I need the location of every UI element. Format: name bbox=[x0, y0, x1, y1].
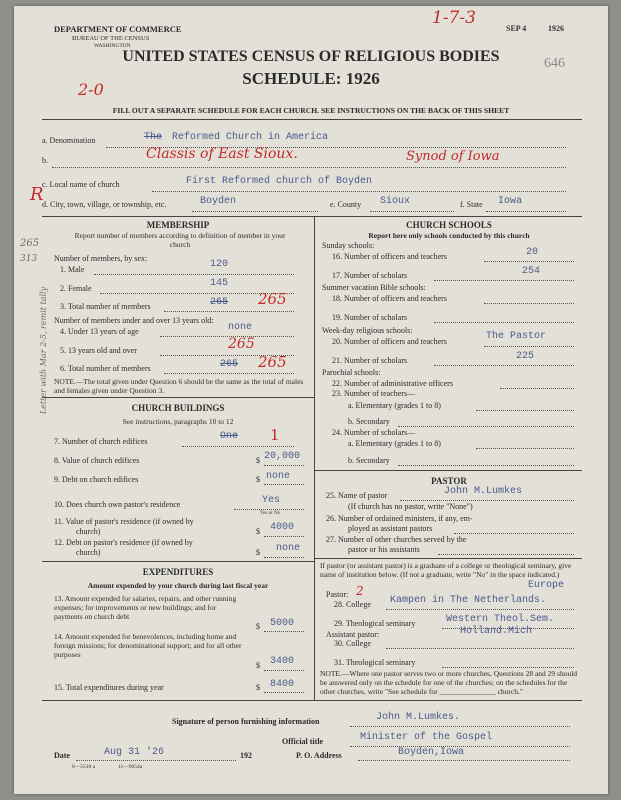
q23-label: 23. Number of teachers— bbox=[332, 389, 416, 398]
q23a-label: a. Elementary (grades 1 to 8) bbox=[348, 401, 441, 410]
graduate-note: If pastor (or assistant pastor) is a graduate of a college or theological seminary, give name of institution below. (If not a graduate, write "No" in the space indicated.) bbox=[320, 561, 572, 579]
q9-dollar: $ bbox=[256, 475, 260, 484]
denomination-value: Reformed Church in America bbox=[172, 132, 329, 143]
city-value: Boyden bbox=[200, 196, 237, 207]
buildings-sub: See instructions, paragraphs 10 to 12 bbox=[122, 417, 234, 426]
q2-label: 2. Female bbox=[60, 284, 92, 293]
address-value: Boyden,Iowa bbox=[398, 747, 465, 758]
q6-label: 6. Total number of members bbox=[60, 364, 151, 373]
q8-label: 8. Value of church edifices bbox=[54, 456, 140, 465]
total6-struck: 265 bbox=[220, 359, 239, 370]
title-label: Official title bbox=[282, 737, 324, 746]
sunday-label: Sunday schools: bbox=[322, 241, 375, 250]
city-label-d: d. City, town, village, or township, etc. bbox=[42, 200, 167, 209]
synod-value: Synod of Iowa bbox=[406, 149, 500, 164]
q20-label: 20. Number of officers and teachers bbox=[332, 337, 447, 346]
code-left: 2-0 bbox=[78, 80, 104, 99]
edifice-debt: none bbox=[266, 471, 291, 482]
signature-label: Signature of person furnishing information bbox=[172, 717, 320, 726]
q5-label: 5. 13 years old and over bbox=[60, 346, 137, 355]
denomination-label: a. Denomination bbox=[42, 136, 96, 145]
q29-label: 29. Theological seminary bbox=[334, 619, 416, 628]
schools-heading: CHURCH SCHOOLS bbox=[406, 220, 492, 230]
q30-label: 30. College bbox=[334, 639, 371, 648]
form-title: UNITED STATES CENSUS OF RELIGIOUS BODIES bbox=[122, 48, 500, 65]
q10-label: 10. Does church own pastor's residence bbox=[54, 500, 181, 509]
pastor-heading: PASTOR bbox=[431, 476, 467, 486]
local-name-value: First Reformed church of Boyden bbox=[186, 176, 373, 187]
q12-label-b: church) bbox=[76, 548, 101, 557]
q4-label: 4. Under 13 years of age bbox=[60, 327, 139, 336]
county-label: e. County bbox=[330, 200, 362, 209]
q8-dollar: $ bbox=[256, 456, 260, 465]
census-schedule-sheet bbox=[14, 6, 608, 794]
margin-num2: 313 bbox=[20, 254, 38, 264]
classis-value: Classis of East Sioux. bbox=[146, 146, 298, 162]
pastor-name: John M.Lumkes bbox=[444, 486, 523, 497]
total-struck: 265 bbox=[210, 297, 229, 308]
date-label: Date bbox=[54, 751, 70, 760]
residence-value: Yes bbox=[262, 495, 281, 506]
parochial-label: Parochial schools: bbox=[322, 368, 381, 377]
state-value: Iowa bbox=[498, 196, 523, 207]
local-name-label: c. Local name of church bbox=[42, 180, 120, 189]
county-value: Sioux bbox=[380, 196, 411, 207]
buildings-heading: CHURCH BUILDINGS bbox=[131, 403, 225, 413]
expenditure-total: 8400 bbox=[270, 679, 295, 690]
membership-heading: MEMBERSHIP bbox=[146, 220, 210, 230]
pastor-note: NOTE.—Where one pastor serves two or more churches, Questions 28 and 29 should be answered only on the schedule for one of the churches; on the schedules for the other churches, write "See schedule for _______________ church." bbox=[320, 669, 578, 696]
q15-label: 15. Total expenditures during year bbox=[54, 683, 164, 692]
europe-note: Europe bbox=[528, 580, 565, 591]
city-label: WASHINGTON bbox=[94, 43, 131, 49]
q23b-label: b. Secondary bbox=[348, 417, 390, 426]
q3-label: 3. Total number of members bbox=[60, 302, 151, 311]
schools-sub: Report here only schools conducted by this church bbox=[368, 231, 530, 240]
code-top: 1-7-3 bbox=[432, 8, 476, 28]
q11-dollar: $ bbox=[256, 527, 260, 536]
q19-label: 19. Number of scholars bbox=[332, 313, 408, 322]
stamp-date: SEP 4 bbox=[506, 24, 527, 33]
benevolence-value: 3400 bbox=[270, 656, 295, 667]
instruction-line: FILL OUT A SEPARATE SCHEDULE FOR EACH CHURCH. SEE INSTRUCTIONS ON THE BACK OF THIS SHEET bbox=[112, 106, 510, 115]
po-label: P. O. Address bbox=[296, 751, 342, 760]
print-number: 11—9054a bbox=[118, 764, 143, 770]
yes-no-caption: Yes or No bbox=[260, 511, 281, 516]
res-value: 4000 bbox=[270, 522, 295, 533]
summer-label: Summer vacation Bible schools: bbox=[322, 283, 426, 292]
q1-label: 1. Male bbox=[60, 265, 85, 274]
seminary-city: Holland.Mich bbox=[460, 626, 533, 637]
denomination-struck: The bbox=[144, 132, 163, 143]
membership-note: NOTE.—The total given under Question 6 should be the same as the total of males and females given under Question 3. bbox=[54, 377, 304, 395]
margin-note: Letter with Mar 2-5, remit tally bbox=[39, 286, 49, 415]
signer-value: John M.Lumkes. bbox=[376, 712, 461, 723]
form-number: 8—5518 a bbox=[72, 764, 96, 770]
q26-label: 26. Number of ordained ministers, if any, em- bbox=[326, 514, 473, 523]
total-value: 265 bbox=[258, 290, 287, 308]
sunday-scholars: 254 bbox=[522, 266, 541, 277]
q28-label: 28. College bbox=[334, 600, 371, 609]
b-label: b. bbox=[42, 156, 48, 165]
q26-label-b: ployed as assistant pastors bbox=[348, 524, 433, 533]
seminary-value: Western Theol.Sem. bbox=[446, 614, 555, 625]
edifices-value: 1 bbox=[270, 426, 280, 444]
q13-dollar: $ bbox=[256, 622, 260, 631]
q24a-label: a. Elementary (grades 1 to 8) bbox=[348, 439, 441, 448]
q27-label: 27. Number of other churches served by the bbox=[326, 535, 467, 544]
q31-label: 31. Theological seminary bbox=[334, 658, 416, 667]
margin-r: R bbox=[30, 184, 44, 205]
age-label: Number of members under and over 13 years old: bbox=[54, 316, 214, 325]
year-suffix: 192 bbox=[240, 751, 252, 760]
under13-value: none bbox=[228, 322, 253, 333]
expenditures-sub: Amount expended by your church during last fiscal year bbox=[87, 581, 269, 590]
stamp-year: 1926 bbox=[548, 24, 564, 33]
q27-label-b: pastor or his assistants bbox=[348, 545, 420, 554]
margin-num1: 265 bbox=[20, 238, 40, 249]
pastor-sublabel: Pastor: bbox=[326, 590, 349, 599]
title-value: Minister of the Gospel bbox=[360, 732, 493, 743]
q11-label: 11. Value of pastor's residence (if owned by bbox=[54, 517, 194, 526]
res-debt: none bbox=[276, 543, 301, 554]
membership-sub: Report number of members according to definition of member in your church bbox=[74, 231, 286, 249]
q11-label-b: church) bbox=[76, 527, 101, 536]
expenditures-heading: EXPENDITURES bbox=[142, 567, 214, 577]
college-value: Kampen in The Netherlands. bbox=[390, 595, 547, 606]
edifices-typed: One bbox=[220, 431, 239, 442]
q24b-label: b. Secondary bbox=[348, 456, 390, 465]
form-subtitle: SCHEDULE: 1926 bbox=[242, 69, 380, 88]
male-value: 120 bbox=[210, 259, 229, 270]
q14-label: 14. Amount expended for benevolences, including home and foreign missions; for denominational support; and for all other purposes bbox=[54, 632, 242, 659]
q21-label: 21. Number of scholars bbox=[332, 356, 408, 365]
q9-label: 9. Debt on church edifices bbox=[54, 475, 139, 484]
by-sex-label: Number of members, by sex: bbox=[54, 254, 148, 263]
running-value: 5000 bbox=[270, 618, 295, 629]
q16-label: 16. Number of officers and teachers bbox=[332, 252, 447, 261]
state-label: f. State bbox=[460, 200, 483, 209]
q12-dollar: $ bbox=[256, 548, 260, 557]
department-label: DEPARTMENT OF COMMERCE bbox=[54, 24, 182, 34]
code-number: 646 bbox=[544, 56, 565, 71]
assistant-label: Assistant pastor: bbox=[326, 630, 380, 639]
q7-label: 7. Number of church edifices bbox=[54, 437, 148, 446]
female-value: 145 bbox=[210, 278, 229, 289]
q25-note: (If church has no pastor, write "None") bbox=[348, 502, 473, 511]
weekday-officers: The Pastor bbox=[486, 331, 547, 342]
q18-label: 18. Number of officers and teachers bbox=[332, 294, 447, 303]
over13-value: 265 bbox=[228, 336, 255, 352]
sunday-officers: 20 bbox=[526, 247, 539, 258]
q24-label: 24. Number of scholars— bbox=[332, 428, 416, 437]
total6-value: 265 bbox=[258, 353, 287, 371]
q12-label: 12. Debt on pastor's residence (if owned by bbox=[54, 538, 193, 547]
q22-label: 22. Number of administrative officers bbox=[332, 379, 453, 388]
bureau-label: BUREAU OF THE CENSUS bbox=[72, 35, 150, 42]
q25-label: 25. Name of pastor bbox=[326, 491, 388, 500]
date-value: Aug 31 '26 bbox=[104, 747, 165, 758]
q15-dollar: $ bbox=[256, 683, 260, 692]
edifice-value: 20,000 bbox=[264, 451, 301, 462]
q13-label: 13. Amount expended for salaries, repairs, and other running expenses; for improvements or new buildings; and for payments on church debt bbox=[54, 594, 237, 621]
q14-dollar: $ bbox=[256, 661, 260, 670]
weekday-label: Week-day religious schools: bbox=[322, 326, 413, 335]
weekday-scholars: 225 bbox=[516, 351, 535, 362]
pastor-mark: 2 bbox=[356, 584, 364, 598]
q17-label: 17. Number of scholars bbox=[332, 271, 408, 280]
